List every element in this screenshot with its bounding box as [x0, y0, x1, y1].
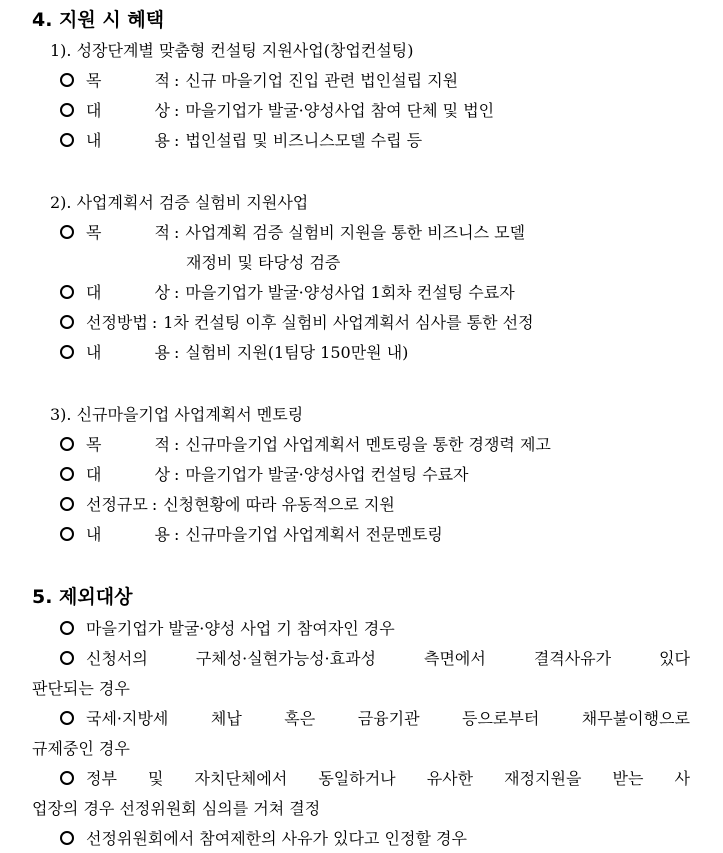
circle-bullet-icon [60, 467, 74, 481]
item-3-row-selection-scale: 선정규모 : 신청현황에 따라 유동적으로 지원 [60, 494, 395, 516]
item-2-row-purpose-continuation: 재정비 및 타당성 검증 [186, 253, 341, 272]
item-3-row-target: 대 상 : 마을기업가 발굴·양성사업 컨설팅 수료자 [60, 464, 469, 486]
row-label: 목 적 [86, 223, 170, 242]
exclusion-text: 정부 및 자치단체에서 동일하거나 유사한 재정지원을 받는 사 [86, 769, 690, 788]
row-label: 대 상 [86, 465, 170, 484]
row-text: 마을기업가 발굴·양성사업 1회차 컨설팅 수료자 [185, 283, 515, 302]
circle-bullet-icon [60, 621, 74, 635]
row-label: 내 용 [86, 131, 170, 150]
row-text: 신청현황에 따라 유동적으로 지원 [163, 495, 395, 514]
circle-bullet-icon [60, 345, 74, 359]
row-text: 법인설립 및 비즈니스모델 수립 등 [185, 131, 423, 150]
section-4-title: 4. 지원 시 혜택 [32, 9, 165, 31]
circle-bullet-icon [60, 315, 74, 329]
row-label: 대 상 [86, 101, 170, 120]
circle-bullet-icon [60, 497, 74, 511]
exclusion-text-continued: 규제중인 경우 [32, 739, 130, 758]
item-3-row-purpose: 목 적 : 신규마을기업 사업계획서 멘토링을 통한 경쟁력 제고 [60, 434, 551, 456]
circle-bullet-icon [60, 103, 74, 117]
exclusion-text: 마을기업가 발굴·양성 사업 기 참여자인 경우 [86, 619, 395, 638]
row-text: 실험비 지원(1팀당 150만원 내) [185, 343, 409, 362]
circle-bullet-icon [60, 285, 74, 299]
row-text: 마을기업가 발굴·양성사업 컨설팅 수료자 [185, 465, 469, 484]
item-2-row-content: 내 용 : 실험비 지원(1팀당 150만원 내) [60, 342, 408, 364]
row-label: 선정규모 [86, 495, 148, 514]
item-2-row-purpose: 목 적 : 사업계획 검증 실험비 지원을 통한 비즈니스 모델 [60, 222, 525, 244]
item-2-row-target: 대 상 : 마을기업가 발굴·양성사업 1회차 컨설팅 수료자 [60, 282, 515, 304]
row-label: 내 용 [86, 525, 170, 544]
row-text: 신규마을기업 사업계획서 멘토링을 통한 경쟁력 제고 [185, 435, 551, 454]
exclusion-item-2 [32, 644, 690, 704]
row-text: 마을기업가 발굴·양성사업 참여 단체 및 법인 [185, 101, 495, 120]
exclusion-text: 선정위원회에서 참여제한의 사유가 있다고 인정할 경우 [86, 829, 467, 848]
exclusion-item-4 [32, 764, 690, 824]
circle-bullet-icon [60, 527, 74, 541]
row-text: 신규마을기업 사업계획서 전문멘토링 [185, 525, 443, 544]
row-text: 1차 컨설팅 이후 실험비 사업계획서 심사를 통한 선정 [163, 313, 534, 332]
row-text: 신규 마을기업 진입 관련 법인설립 지원 [185, 71, 459, 90]
circle-bullet-icon [60, 225, 74, 239]
circle-bullet-icon [60, 831, 74, 845]
exclusion-text: 국세·지방세 체납 혹은 금융기관 등으로부터 채무불이행으로 [86, 709, 690, 728]
circle-bullet-icon [60, 133, 74, 147]
row-text: 사업계획 검증 실험비 지원을 통한 비즈니스 모델 [185, 223, 526, 242]
exclusion-text-continued: 업장의 경우 선정위원회 심의를 거쳐 결정 [32, 799, 321, 818]
exclusion-text-continued: 판단되는 경우 [32, 679, 130, 698]
circle-bullet-icon [60, 771, 74, 785]
circle-bullet-icon [60, 651, 74, 665]
section-5-title: 5. 제외대상 [32, 586, 133, 608]
exclusion-item-3 [32, 704, 690, 764]
circle-bullet-icon [60, 437, 74, 451]
exclusion-item-5 [60, 828, 467, 850]
circle-bullet-icon [60, 73, 74, 87]
row-label: 목 적 [86, 435, 170, 454]
item-3-heading: 3). 신규마을기업 사업계획서 멘토링 [50, 405, 304, 424]
row-label: 내 용 [86, 343, 170, 362]
item-1-row-target: 대 상 : 마을기업가 발굴·양성사업 참여 단체 및 법인 [60, 100, 494, 122]
item-3-row-content: 내 용 : 신규마을기업 사업계획서 전문멘토링 [60, 524, 443, 546]
item-1-row-purpose: 목 적 : 신규 마을기업 진입 관련 법인설립 지원 [60, 70, 458, 92]
exclusion-item-1 [60, 618, 395, 640]
item-1-heading: 1). 성장단계별 맞춤형 컨설팅 지원사업(창업컨설팅) [50, 41, 414, 60]
row-label: 선정방법 [86, 313, 148, 332]
item-2-heading: 2). 사업계획서 검증 실험비 지원사업 [50, 193, 309, 212]
exclusion-text: 신청서의 구체성·실현가능성·효과성 측면에서 결격사유가 있다 [86, 649, 690, 668]
circle-bullet-icon [60, 711, 74, 725]
row-label: 목 적 [86, 71, 170, 90]
item-1-row-content: 내 용 : 법인설립 및 비즈니스모델 수립 등 [60, 130, 422, 152]
row-label: 대 상 [86, 283, 170, 302]
item-2-row-selection-method: 선정방법 : 1차 컨설팅 이후 실험비 사업계획서 심사를 통한 선정 [60, 312, 534, 334]
